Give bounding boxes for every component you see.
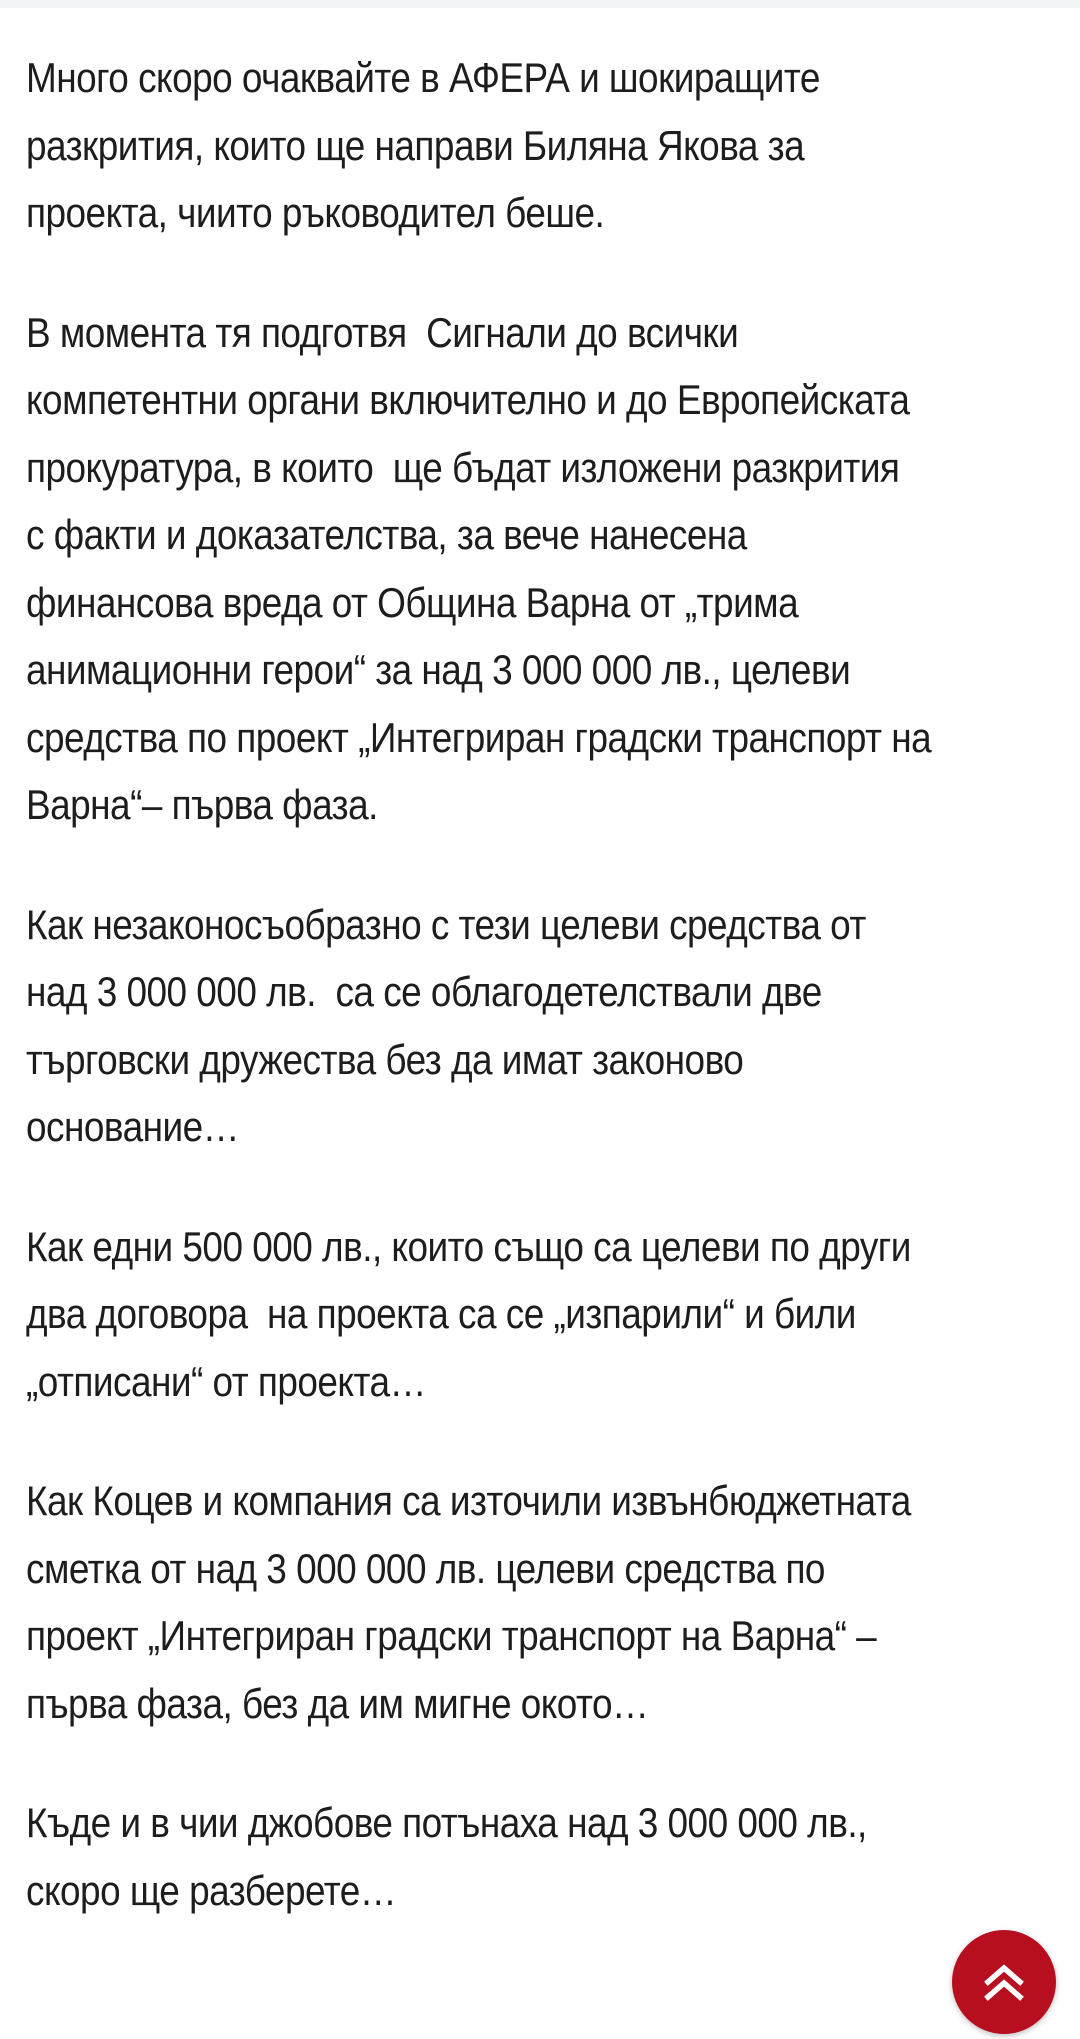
scroll-to-top-button[interactable] [952,1930,1056,2034]
article-body [26,44,941,1976]
article-paragraph-4: Как едни 500 000 лв., които също са целеви по други два договора на проекта са се „изпарили“ и били „отписани“ от проекта… [26,1222,921,1405]
double-chevron-up-icon [978,1956,1030,2008]
article-paragraph-6: Къде и в чии джобове потънаха над 3 000 000 лв., скоро ще разберете… [26,1799,877,1914]
article-paragraph-5: Как Коцев и компания са източили извънбюджетната сметка от над 3 000 000 лв. целеви средства по проект „Интегриран градски транспорт на Варна“ – първа фаза, без да им мигне окото… [26,1477,921,1727]
article-paragraph-3: Как незаконосъобразно с тези целеви средства от над 3 000 000 лв. са се облагодетелствали две търговски дружества без да имат законово основание… [26,900,876,1150]
article-paragraph-1: Много скоро очаквайте в АФЕРА и шокиращите разкрития, които ще направи Биляна Якова за проекта, чиито ръководител беше. [26,54,830,236]
article-paragraph-2: В момента тя подготвя Сигнали до всички компетентни органи включително и до Европейската прокуратура, в които ще бъдат изложени разкрития с факти и доказателства, за вече нанесена финансова вреда от Община Варна от „трима анимационни герои“ за над 3 000 000 лв., целеви средства по проект „Интегриран градски транспорт на Варна“– първа фаза. [26,308,941,828]
top-strip [0,0,1080,8]
